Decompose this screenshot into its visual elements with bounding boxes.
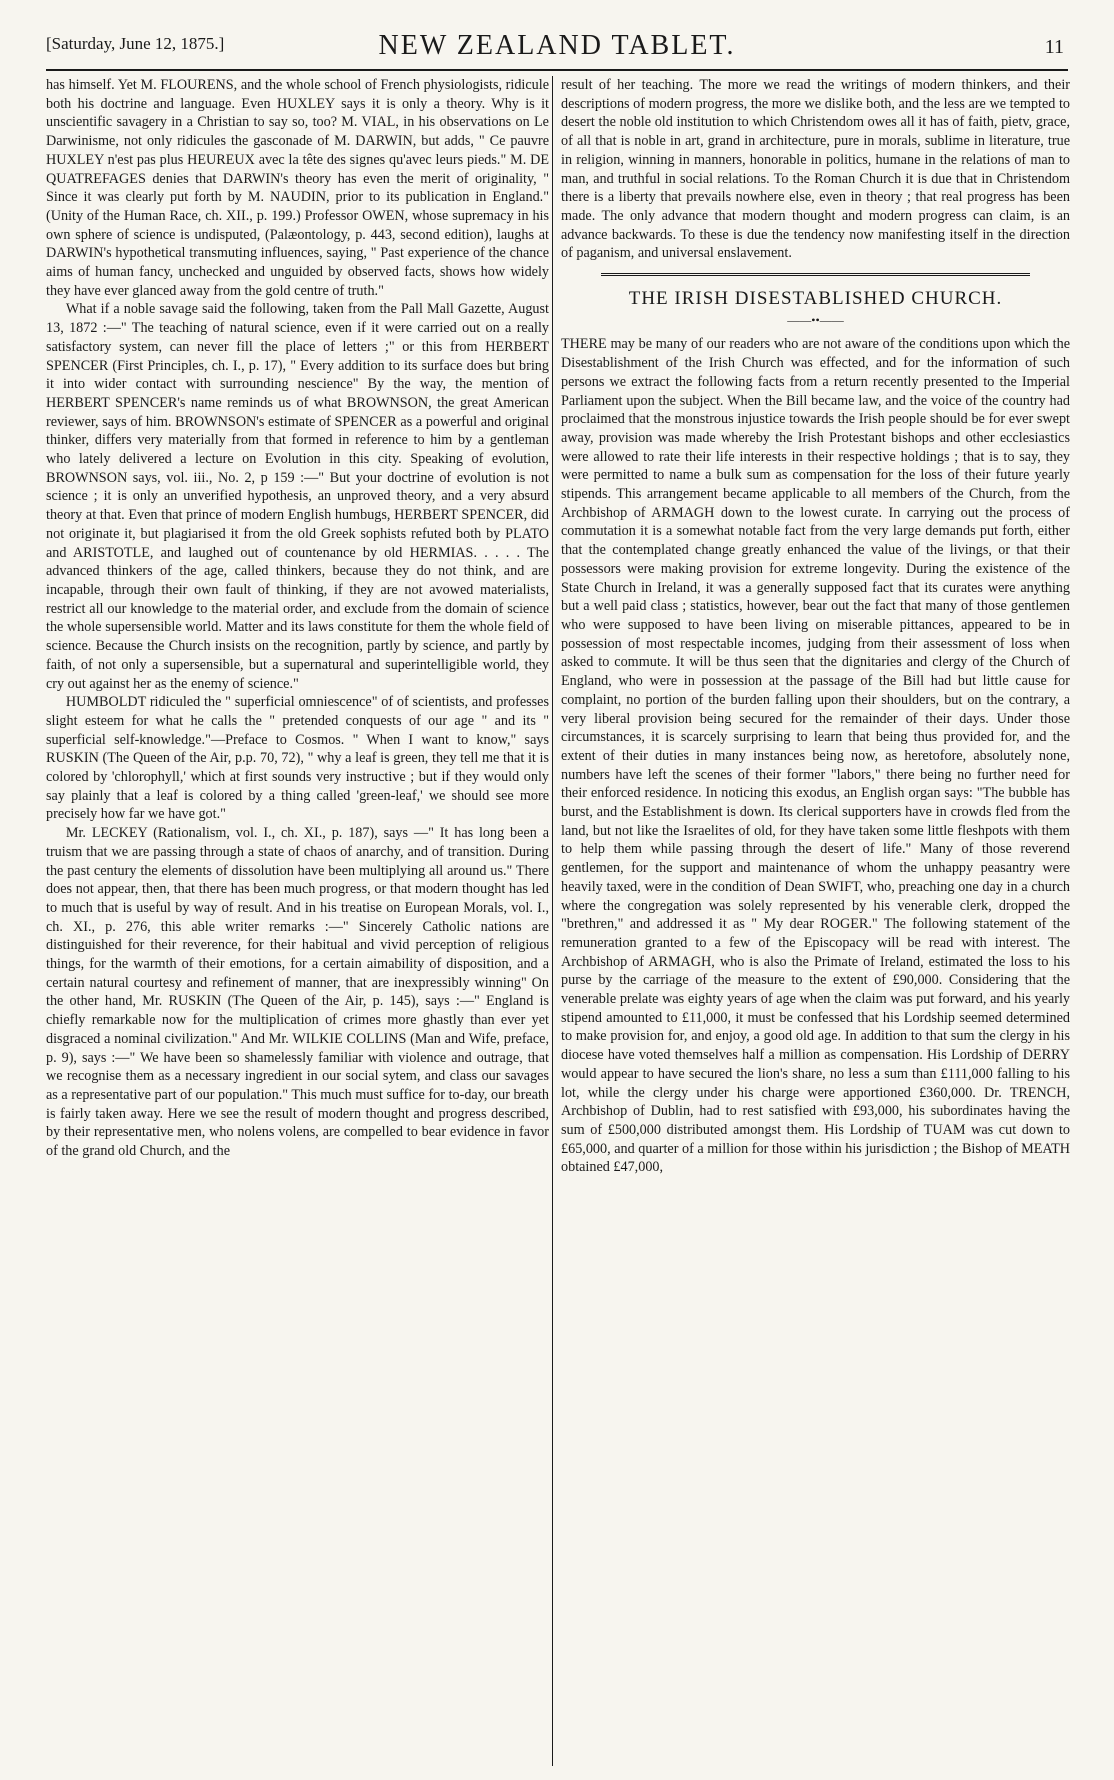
right-paragraph-1: result of her teaching. The more we read the writings of modern thinkers, and their descriptions of modern progress, the more we dislike both, and the less are we tempted to desert the noble old institution to which Christendom owes all it has of faith, pietv, grace, of all that is noble in art, grand in architecture, pure in morals, sublime in literature, true in religion, winning in manners, honorable in politics, humane in the relations of man to man, and truthful in social relations. To the Roman Church it is due that in Christendom there is a liberty that prevails nowhere else, even in theory ; that real progress has been made. The only advance that modern thought and modern progress can claim, is an advance backwards. To these is due the tendency now manifesting itself in the direction of paganism, and universal enslavement. [561,77,1070,262]
right-column [561,76,1070,1766]
issue-date: [Saturday, June 12, 1875.] [46,34,225,53]
article-title: THE IRISH DISESTABLISHED CHURCH. [628,288,1003,310]
masthead-title: NEW ZEALAND TABLET. [378,30,736,61]
left-paragraph-1: has himself. Yet M. FLOURENS, and the whole school of French physiologists, ridicule both his doctrine and language. Even HUXLEY says it is only a theory. Why is it unscientific savagery in a Christian to say so, too? M. VIAL, in his observations on Le Darwinisme, not only ridicules the gasconade of M. DARWIN, but adds, " Ce pauvre HUXLEY n'est pas plus HEUREUX avec la tête des signes qu'avec leurs pieds." M. DE QUATREFAGES denies that DARWIN's theory has even the merit of originality, " Since it was clearly put forth by M. NAUDIN, prior to its publication in England." (Unity of the Human Race, ch. XII., p. 199.) Professor OWEN, whose supremacy in his own sphere of science is undisputed, (Palæontology, p. 443, second edition), laughs at DARWIN's hypothetical transmuting influences, saying, " Past experience of the chance aims of human fancy, unchecked and unguided by observed facts, shows how widely they have ever glanced away from the gold centre of truth." [46,77,549,299]
left-paragraph-2: What if a noble savage said the following, taken from the Pall Mall Gazette, August 13, 1872 :—" The teaching of natural science, even if it were carried out on a really satisfactory system, can never fill the place of letters ;" or this from HERBERT SPENCER (First Principles, ch. I., p. 17), " Every addition to its surface does but bring it into wider contact with surrounding nescience" By the way, the mention of HERBERT SPENCER's name reminds us of what BROWNSON, the great American reviewer, says of him. BROWNSON's estimate of SPENCER as a powerful and original thinker, differs very materially from that formed in reference to him by a gentleman who lately delivered a lecture on Evolution in this city. Speaking of evolution, BROWNSON says, vol. iii., No. 2, p 159 :—" But your doctrine of evolution is not science ; it is only an unverified hypothesis, an unproved theory, and a very absurd theory at that. Even that prince of modern English humbugs, HERBERT SPENCER, did not originate it, but plagiarised it from the old Greek sophists refuted both by PLATO and ARISTOTLE, and laughed out of countenance by old HERMIAS. . . . . The advanced thinkers of the age, called thinkers, because they do not think, and are incapable, through their own fault of thinking, if they are not avowed materialists, restrict all our knowledge to the material order, and exclude from the domain of science the whole supersensible world. Matter and its laws constitute for them the whole field of science. Because the Church insists on the recognition, partly by science, and partly by faith, of not only a supersensible, but a supernatural and superintelligible world, they cry out against her as the enemy of science." [46,301,549,692]
left-paragraph-3: HUMBOLDT ridiculed the " superficial omniescence" of of scientists, and professes slight esteem for what he calls the " pretended conquests of our age " and its " superficial self-knowledge."—Preface to Cosmos. " When I want to know," says RUSKIN (The Queen of the Air, p.p. 70, 72), " why a leaf is green, they tell me that it is colored by 'chlorophyll,' which at first sounds very instructive ; but if they would only say plainly that a leaf is colored by a thing called 'green-leaf,' we should see more precisely how far we have got." [46,694,549,823]
header-rule [46,69,1068,71]
page-number: 11 [1044,36,1064,58]
page-header [46,30,1068,64]
column-divider [552,76,553,1766]
title-ornament: ——••—— [787,312,844,327]
article-separator [601,273,1030,276]
left-paragraph-4: Mr. LECKEY (Rationalism, vol. I., ch. XI., p. 187), says —" It has long been a truism that we are passing through a state of chaos of anarchy, and of transition. During the past century the elements of dissolution have been multiplying all around us." There does not appear, then, that there has been much progress, or that modern thought has led to much that is useful by way of result. And in his treatise on European Morals, vol. I., ch. XI., p. 276, this able writer remarks :—" Sincerely Catholic nations are distinguished for their reverence, for their habitual and vivid perception of religious things, for the warmth of their emotions, for a certain aimability of disposition, and a certain natural courtesy and refinement of manner, that are inexpressibly winning" On the other hand, Mr. RUSKIN (The Queen of the Air, p. 145), says :—" England is chiefly remarkable now for the multiplication of crimes more ghastly than ever yet disgraced a nominal civilization." And Mr. WILKIE COLLINS (Man and Wife, preface, p. 9), says :—" We have been so shamelessly familiar with violence and outrage, that we recognise them as a necessary ingredient in our social sytem, and class our savages as a representative part of our population." This much must suffice for to-day, our breath is fairly taken away. Here we see the result of modern thought and progress described, by their representative men, who nolens volens, are compelled to bear evidence in favor of the grand old Church, and the [46,825,549,1160]
right-paragraph-2: THERE may be many of our readers who are not aware of the conditions upon which the Disestablishment of the Irish Church was effected, and for the information of such persons we extract the following facts from a return recently presented to the Imperial Parliament upon the subject. When the Bill became law, and the voice of the country had proclaimed that the monstrous injustice towards the Irish people should be for ever swept away, provision was made whereby the Irish Protestant bishops and other ecclesiastics were allowed to rate their life interests in their respective holdings ; that is to say, they were permitted to name a bulk sum as compensation for the loss of their future yearly stipends. This arrangement became applicable to all members of the Church, from the Archbishop of ARMAGH down to the lowest curate. In carrying out the process of commutation it is a somewhat notable fact from the very large demands put forth, either that the contemplated change greatly enhanced the value of the livings, or that their possessors were making provision for extreme longevity. During the existence of the State Church in Ireland, it was a generally supposed fact that its curates were anything but a well paid class ; statistics, however, bear out the fact that many of those gentlemen who were supposed to have been living on miserable pittances, appeared to be in possession of most respectable incomes, judging from their assessment of loss when asked to commute. It will be thus seen that the dignitaries and clergy of the Church of England, who were in possession at the passage of the Bill had but little cause for complaint, no portion of the burden falling upon their shoulders, but on the contrary, a very liberal provision being secured for the remainder of their days. Under those circumstances, it is scarcely surprising to learn that being thus provided for, and the extent of their duties in many instances being now, as heretofore, absolutely none, numbers have left the scenes of their former "labors," there being no further need for their enforced residence. In noticing this exodus, an English organ says: "The bubble has burst, and the Establishment is down. Its clerical supporters have in crowds fled from the land, but not like the Israelites of old, for they have taken some little fleshpots with them to help them while passing through the desert of life." Many of those reverend gentlemen, for the support and maintenance of whom the unhappy peasantry were heavily taxed, were in the condition of Dean SWIFT, who, preaching one day in a church where the congregation was solely represented by his venerable clerk, dropped the "brethren," and addressed it as " My dear ROGER." The following statement of the remuneration granted to a few of the Episcopacy will be read with interest. The Archbishop of ARMAGH, who is also the Primate of Ireland, estimated the loss to his purse by the carriage of the measure to the extent of £90,000. Considering that the venerable prelate was eighty years of age when the claim was put forward, and his yearly stipend amounted to £11,000, it must be confessed that his Lordship seemed determined to make provision for, and enjoy, a good old age. In addition to that sum the clergy in his diocese have voted themselves half a million as compensation. His Lordship of DERRY would appear to have secured the lion's share, no less a sum than £111,000 falling to his lot, while the clergy under his charge were apportioned £360,000. Dr. TRENCH, Archbishop of Dublin, had to rest satisfied with £93,000, his subordinates having the sum of £500,000 distributed amongst them. His Lordship of TUAM was cut down to £65,000, and quarter of a million for those within his jurisdiction ; the Bishop of MEATH obtained £47,000, [561,336,1070,1176]
left-column [46,76,549,1766]
